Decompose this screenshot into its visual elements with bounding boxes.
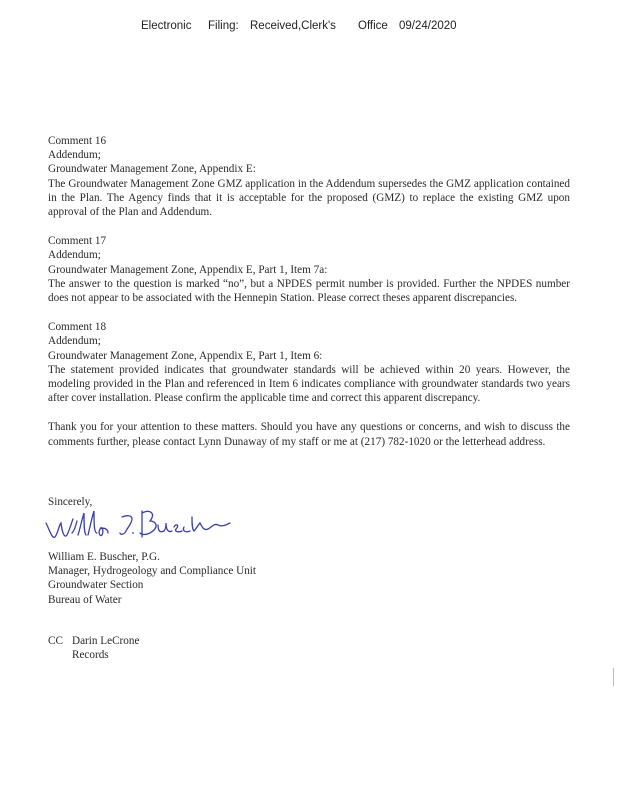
filing-stamp-part: Electronic xyxy=(141,20,192,32)
comment-body: The Groundwater Management Zone GMZ application in the Addendum supersedes the GMZ application contained in the Plan. The Agency finds that it is acceptable for the proposed (GMZ) to replace the existing GMZ upon approval of the Plan and Addendum. xyxy=(48,177,570,219)
comment-section xyxy=(48,134,570,219)
signatory-name: William E. Buscher, P.G. xyxy=(48,551,160,563)
closing-paragraph: Thank you for your attention to these matters. Should you have any questions or concerns, and wish to discuss the comments further, please contact Lynn Dunaway of my staff or me at (217) 782-1020 or the letterhead address. xyxy=(48,421,570,448)
cc-recipient-list xyxy=(72,634,139,662)
comment-heading: Comment 18 xyxy=(48,321,107,334)
scan-edge-mark xyxy=(613,668,614,686)
filing-stamp-part: Office xyxy=(358,20,388,32)
signatory-section: Groundwater Section xyxy=(48,579,144,592)
comment-section xyxy=(48,320,570,405)
cc-recipient: Darin LeCrone xyxy=(72,635,140,647)
comment-subheading: Addendum; xyxy=(48,335,101,348)
filing-stamp-part: Filing: xyxy=(208,20,239,32)
comment-section xyxy=(48,234,570,305)
signatory-bureau: Bureau of Water xyxy=(48,593,122,606)
signature-block xyxy=(48,550,256,607)
filing-stamp-part: Received,Clerk's xyxy=(250,20,336,32)
comment-subheading: Addendum; xyxy=(48,149,101,162)
signatory-title: Manager, Hydrogeology and Compliance Unit xyxy=(48,565,257,578)
comment-reference: Groundwater Management Zone, Appendix E: xyxy=(48,163,256,176)
comment-body: The statement provided indicates that groundwater standards will be achieved within 20 years. However, the modeling provided in the Plan and referenced in Item 6 indicates compliance with groundwater standards two years after cover installation. Please confirm the applicable time and correct this apparent discrepancy. xyxy=(48,363,570,405)
comment-body: The answer to the question is marked “no”, but a NPDES permit number is provided. Further the NPDES number does not appear to be associated with the Hennepin Station. Please correct theses apparent discrepancies. xyxy=(48,277,570,305)
closing-paragraph-section xyxy=(48,420,570,448)
comment-heading: Comment 16 xyxy=(48,135,107,147)
filing-stamp-date: 09/24/2020 xyxy=(399,20,457,32)
cc-recipient: Records xyxy=(72,649,109,662)
comment-subheading: Addendum; xyxy=(48,249,101,262)
cc-label: CC xyxy=(48,635,63,647)
letter-body xyxy=(48,134,570,464)
comment-reference: Groundwater Management Zone, Appendix E, Part 1, Item 6: xyxy=(48,349,323,362)
comment-reference: Groundwater Management Zone, Appendix E, Part 1, Item 7a: xyxy=(48,263,328,276)
filing-stamp xyxy=(141,20,471,36)
handwritten-signature xyxy=(42,503,242,549)
valediction: Sincerely, xyxy=(48,496,93,508)
comment-heading: Comment 17 xyxy=(48,235,107,248)
